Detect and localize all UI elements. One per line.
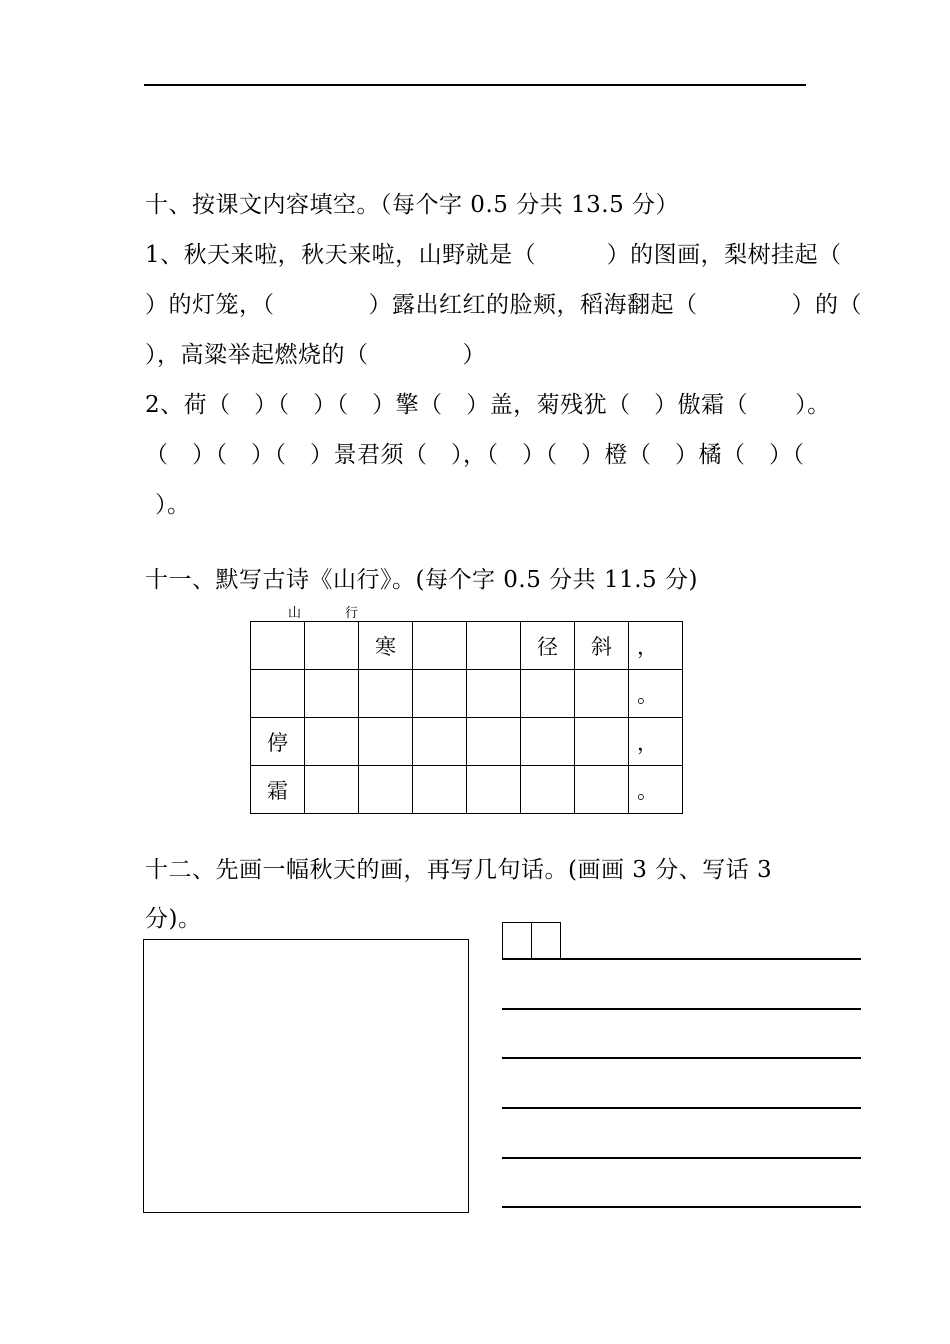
drawing-area[interactable] [143,939,469,1213]
writing-line[interactable] [502,1008,861,1010]
poem-title-char: 山 [288,606,302,621]
indent-square[interactable] [502,922,532,959]
section-10-line-6: ）。 [155,492,191,518]
grid-cell[interactable] [413,766,467,814]
grid-cell[interactable] [467,622,521,670]
grid-cell-punctuation: 。 [629,670,683,718]
grid-cell[interactable] [575,766,629,814]
grid-cell[interactable] [521,718,575,766]
grid-cell[interactable] [413,718,467,766]
grid-cell-punctuation: 。 [629,766,683,814]
poem-title-char: 行 [345,606,359,621]
grid-cell[interactable] [251,670,305,718]
section-10-heading: 十、按课文内容填空。（每个字 0.5 分共 13.5 分） [145,192,680,218]
poem-grid-row [251,718,683,766]
grid-cell[interactable] [359,670,413,718]
grid-cell[interactable] [359,718,413,766]
section-12-heading: 十二、先画一幅秋天的画，再写几句话。(画画 3 分、写话 3 [145,857,773,883]
header-rule [144,84,806,86]
grid-cell[interactable] [305,670,359,718]
grid-cell: 霜 [251,766,305,814]
grid-cell[interactable] [467,670,521,718]
grid-cell-punctuation: ， [629,622,683,670]
indent-square[interactable] [531,922,561,959]
writing-line[interactable] [502,1206,861,1208]
grid-cell: 停 [251,718,305,766]
grid-cell[interactable] [305,718,359,766]
poem-grid-row [251,766,683,814]
grid-cell[interactable] [575,670,629,718]
writing-line[interactable] [502,1107,861,1109]
section-11-heading: 十一、默写古诗《山行》。(每个字 0.5 分共 11.5 分) [145,567,698,593]
writing-line[interactable] [502,1057,861,1059]
section-10-line-1: 1、秋天来啦，秋天来啦，山野就是（ ）的图画，梨树挂起（ [145,242,842,268]
grid-cell[interactable] [413,622,467,670]
grid-cell[interactable] [251,622,305,670]
section-12-heading-cont: 分)。 [145,906,202,932]
grid-cell[interactable] [359,766,413,814]
grid-cell[interactable] [575,718,629,766]
grid-cell[interactable] [305,622,359,670]
poem-grid [250,621,683,814]
grid-cell: 寒 [359,622,413,670]
writing-line[interactable] [502,1157,861,1159]
section-10-line-3: ），高粱举起燃烧的（ ） [145,342,486,368]
grid-cell[interactable] [521,766,575,814]
section-10-line-4: 2、荷（ ）（ ）（ ）擎（ ）盖，菊残犹（ ）傲霜（ ）。 [145,392,831,418]
grid-cell[interactable] [413,670,467,718]
grid-cell[interactable] [521,670,575,718]
grid-cell: 径 [521,622,575,670]
writing-line[interactable] [502,958,861,960]
poem-grid-row [251,670,683,718]
grid-cell-punctuation: ， [629,718,683,766]
grid-cell[interactable] [467,766,521,814]
grid-cell[interactable] [305,766,359,814]
section-10-line-5: （ ）（ ）（ ）景君须（ ），（ ）（ ）橙（ ）橘（ ）（ [145,442,805,468]
poem-grid-row [251,622,683,670]
grid-cell: 斜 [575,622,629,670]
grid-cell[interactable] [467,718,521,766]
section-10-line-2: ）的灯笼，（ ）露出红红的脸颊，稻海翻起（ ）的（ [145,292,862,318]
